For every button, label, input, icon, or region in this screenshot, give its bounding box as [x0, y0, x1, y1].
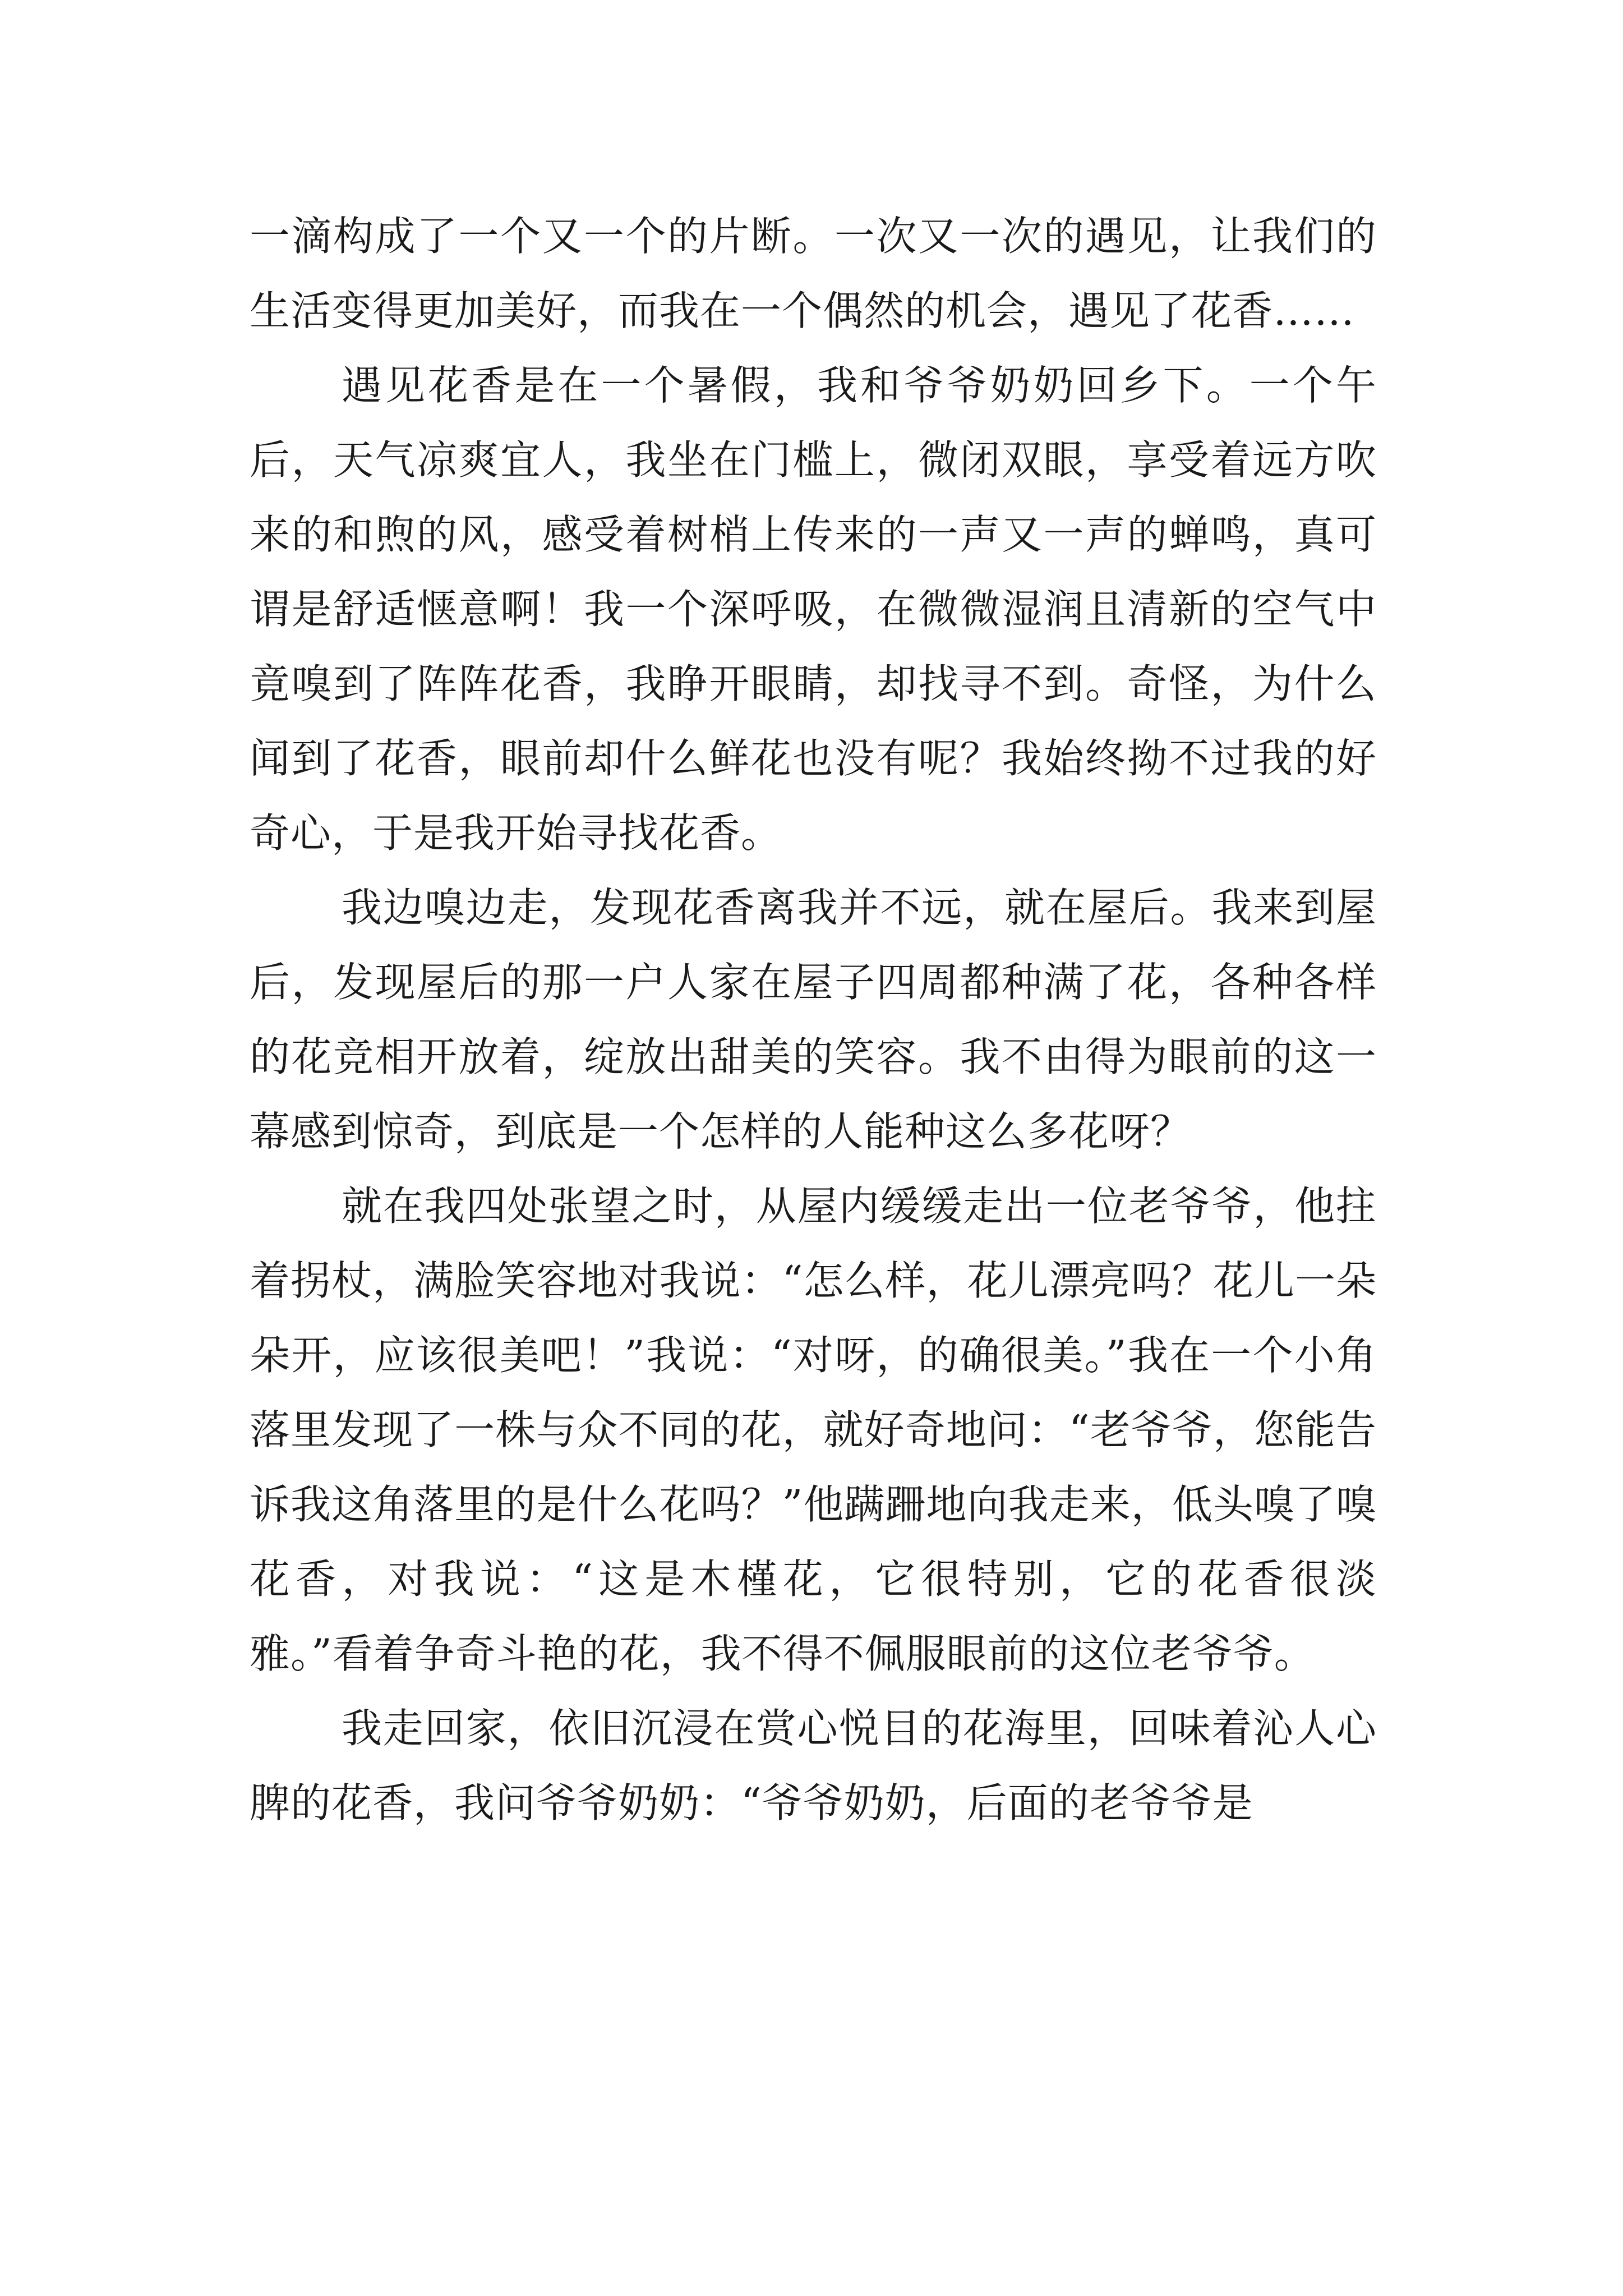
essay-body [250, 199, 1377, 1841]
paragraph-5: 我走回家，依旧沉浸在赏心悦目的花海里，回味着沁人心脾的花香，我问爷爷奶奶：“爷爷奶奶，后面的老爷爷是 [250, 1705, 1377, 1826]
paragraph-2: 遇见花香是在一个暑假，我和爷爷奶奶回乡下。一个午后，天气凉爽宜人，我坐在门槛上，微闭双眼，享受着远方吹来的和煦的风，感受着树梢上传来的一声又一声的蝉鸣，真可谓是舒适惬意啊！我一个深呼吸，在微微湿润且清新的空气中竟嗅到了阵阵花香，我睁开眼睛，却找寻不到。奇怪，为什么闻到了花香，眼前却什么鲜花也没有呢？我始终拗不过我的好奇心，于是我开始寻找花香。 [250, 362, 1377, 857]
paragraph-1: 一滴构成了一个又一个的片断。一次又一次的遇见，让我们的生活变得更加美好，而我在一个偶然的机会，遇见了花香…… [250, 213, 1377, 334]
paragraph-3: 我边嗅边走，发现花香离我并不远，就在屋后。我来到屋后，发现屋后的那一户人家在屋子四周都种满了花，各种各样的花竞相开放着，绽放出甜美的笑容。我不由得为眼前的这一幕感到惊奇，到底是一个怎样的人能种这么多花呀？ [250, 884, 1377, 1155]
paragraph-4: 就在我四处张望之时，从屋内缓缓走出一位老爷爷，他拄着拐杖，满脸笑容地对我说：“怎么样，花儿漂亮吗？花儿一朵朵开，应该很美吧！”我说：“对呀，的确很美。”我在一个小角落里发现了一株与众不同的花，就好奇地问：“老爷爷，您能告诉我这角落里的是什么花吗？”他蹒跚地向我走来，低头嗅了嗅花香，对我说：“这是木槿花，它很特别，它的花香很淡雅。”看着争奇斗艳的花，我不得不佩服眼前的这位老爷爷。 [250, 1182, 1377, 1677]
